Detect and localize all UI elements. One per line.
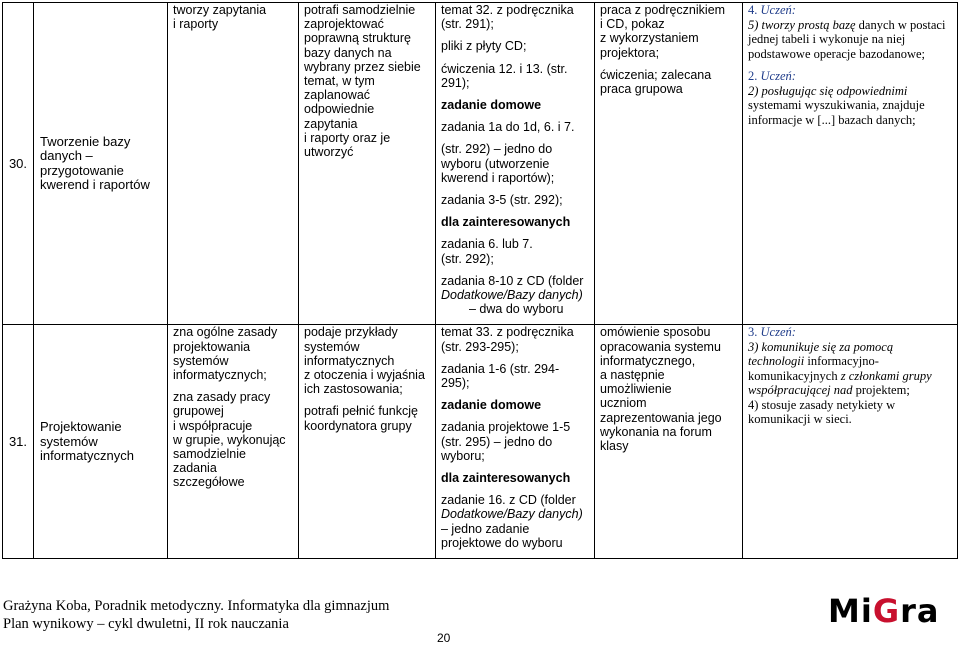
extra-label: dla zainteresowanych [441, 471, 571, 486]
methods-cell: omówienie sposobu opracowania systemu informatycznego, a następnie umożliwienie uczniom zaprezentowania jego wykonania na forum klasy [595, 325, 743, 559]
homework-label: zadanie domowe [441, 398, 542, 413]
curriculum-cell: 4. Uczeń: 5) tworzy prostą bazę danych w postaci jednej tabeli i wykonuje na niej podstawowe operacje bazodanowe; 2. Uczeń: 2) posługując się odpowiednimi systemami wyszukiwania, znajduje informacje w [...] bazach danych; [743, 3, 958, 325]
footer-line-1: Grażyna Koba, Poradnik metodyczny. Informatyka dla gimnazjum [3, 598, 390, 614]
migra-logo: MiGra [828, 592, 940, 630]
curriculum-cell: 3. Uczeń: 3) komunikuje się za pomocą technologii informacyjno-komunikacyjnych z członkami grupy współpracującej nad projektem; 4) stosuje zasady netykiety w komunikacji w sieci. [743, 325, 958, 559]
basic-requirements-cell: tworzy zapytania i raporty [168, 3, 299, 325]
homework-label: zadanie domowe [441, 98, 542, 113]
extra-label: dla zainteresowanych [441, 215, 571, 230]
basic-requirements-cell: zna ogólne zasady projektowania systemów informatycznych; zna zasady pracy grupowej i współpracuje w grupie, wykonując samodzielnie zadania szczegółowe [168, 325, 299, 559]
table-row [3, 325, 958, 559]
extended-requirements-cell: podaje przykłady systemów informatycznych z otoczenia i wyjaśnia ich zastosowania; potrafi pełnić funkcję koordynatora grupy [299, 325, 436, 559]
page-number: 20 [437, 631, 451, 645]
topic-cell: Projektowanie systemów informatycznych [34, 325, 168, 559]
materials-cell: temat 33. z podręcznika (str. 293-295); zadania 1-6 (str. 294- 295); zadanie domowe zadania projektowe 1-5 (str. 295) – jedno do wyboru; dla zainteresowanych zadanie 16. z CD (folder Dodatkowe/Bazy danych) – jedno zadanie projektowe do wyboru [436, 325, 595, 559]
table-row [3, 3, 958, 325]
methods-cell: praca z podręcznikiem i CD, pokaz z wykorzystaniem projektora; ćwiczenia; zalecana praca grupowa [595, 3, 743, 325]
row-number: 31. [3, 325, 34, 559]
materials-cell: temat 32. z podręcznika (str. 291); pliki z płyty CD; ćwiczenia 12. i 13. (str. 291); zadanie domowe zadania 1a do 1d, 6. i 7. (str. 292) – jedno do wyboru (utworzenie kwerend i raportów); zadania 3-5 (str. 292); dla zainteresowanych zadania 6. lub 7. (str. 292); zadania 8-10 z CD (folder Dodatkowe/Bazy danych) – dwa do wyboru [436, 3, 595, 325]
lesson-plan-table [2, 2, 958, 559]
row-number: 30. [3, 3, 34, 325]
topic-cell: Tworzenie bazy danych – przygotowanie kwerend i raportów [34, 3, 168, 325]
extended-requirements-cell: potrafi samodzielnie zaprojektować poprawną strukturę bazy danych na wybrany przez siebie temat, w tym zaplanować odpowiednie zapytania i raporty oraz je utworzyć [299, 3, 436, 325]
footer-line-2: Plan wynikowy – cykl dwuletni, II rok nauczania [3, 616, 289, 632]
